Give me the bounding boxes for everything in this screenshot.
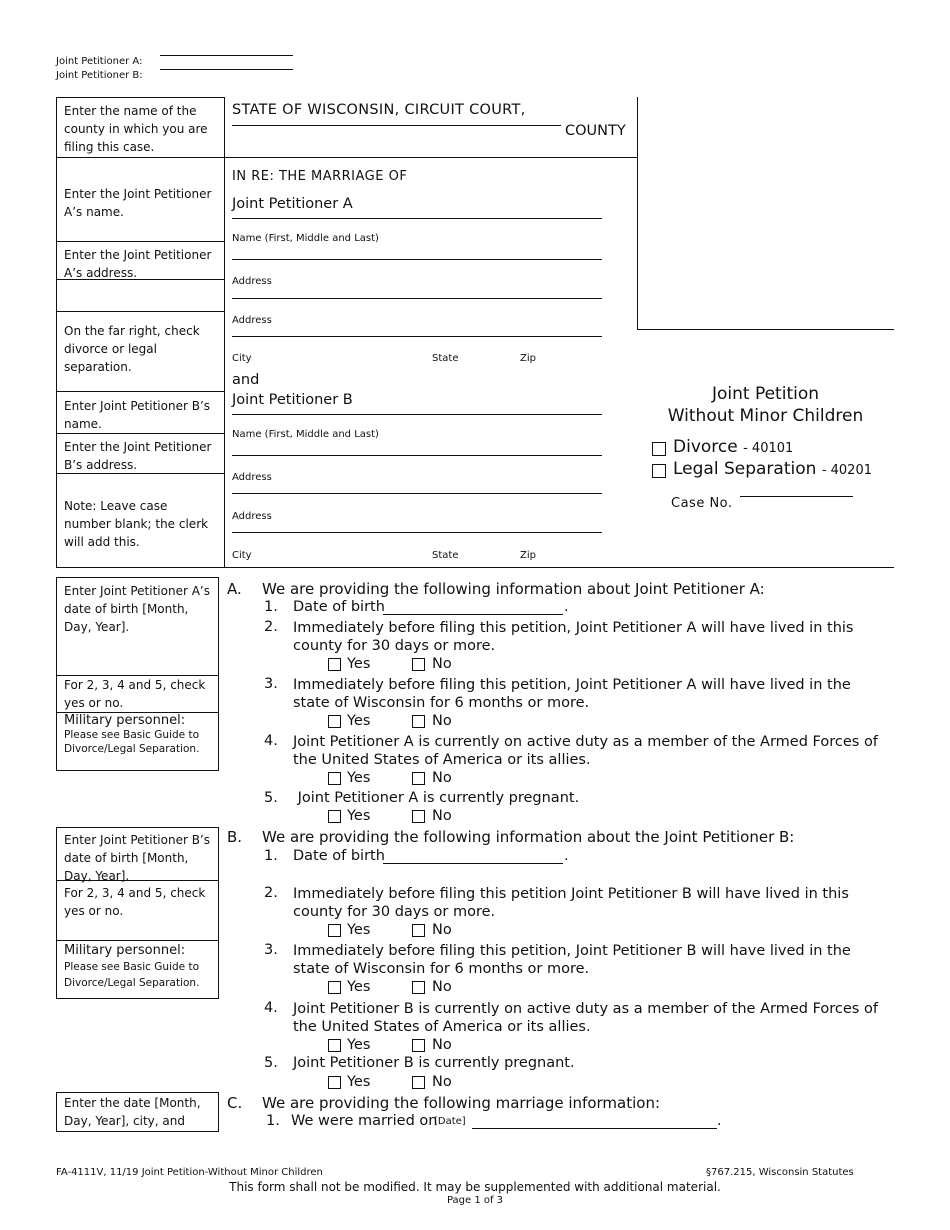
sidebar-military-a <box>57 711 219 759</box>
caption-right-border <box>637 97 638 330</box>
petitioner-b-heading: Joint Petitioner B <box>232 392 353 408</box>
a-pregnant-no-checkbox[interactable] <box>412 810 425 823</box>
clerk-box-bottom <box>637 329 894 330</box>
court-heading: STATE OF WISCONSIN, CIRCUIT COURT, <box>232 102 526 118</box>
a-item-5-text: Joint Petitioner A is currently pregnant. <box>293 790 580 806</box>
a-item-1-text: Date of birth <box>293 599 385 615</box>
a-item-3-text: Immediately before filing this petition, Joint Petitioner A will have lived in the state of Wisconsin for 6 months or more. <box>293 677 851 711</box>
name-a-label: Name (First, Middle and Last) <box>232 233 379 244</box>
form-subtitle: Without Minor Children <box>667 406 864 426</box>
divorce-checkbox[interactable] <box>652 442 666 456</box>
sidebar-address-b-instruction: Enter the Joint Petitioner B’s address. <box>64 440 212 472</box>
city-a-label: City <box>232 353 252 364</box>
page-number: Page 1 of 3 <box>446 1195 504 1206</box>
sidebar-sep <box>56 311 224 312</box>
section-b-heading: We are providing the following information about the Joint Petitioner B: <box>262 828 795 846</box>
c-item-1-num: 1. <box>266 1113 280 1129</box>
state-b-label: State <box>432 550 459 561</box>
a-item-4-num: 4. <box>264 733 278 749</box>
b-county-no-checkbox[interactable] <box>412 924 425 937</box>
petitioner-a-heading: Joint Petitioner A <box>232 196 353 212</box>
address-a-line1-field[interactable] <box>232 259 602 260</box>
b-county-no-label: No <box>432 922 452 938</box>
legal-separation-code: - 40201 <box>821 463 872 478</box>
address-b-label-1: Address <box>232 472 272 483</box>
legal-separation-label <box>673 459 872 479</box>
address-a-line2-field[interactable] <box>232 298 602 299</box>
dob-b-field[interactable] <box>383 863 563 864</box>
b-state-yes-checkbox[interactable] <box>328 981 341 994</box>
military-a-text: Please see Basic Guide to Divorce/Legal Separation. <box>64 729 200 755</box>
a-state-no-checkbox[interactable] <box>412 715 425 728</box>
state-a-label: State <box>432 353 459 364</box>
name-b-label: Name (First, Middle and Last) <box>232 429 379 440</box>
b-state-no-checkbox[interactable] <box>412 981 425 994</box>
b-item-4-text: Joint Petitioner B is currently on active duty as a member of the Armed Forces of the United States of America or its allies. <box>293 1001 878 1035</box>
a-item-5-num: 5. <box>264 790 278 806</box>
military-a-title: Military personnel: <box>64 713 186 728</box>
c-item-1-hint: [Date] <box>434 1116 466 1127</box>
b-item-4-num: 4. <box>264 1000 278 1016</box>
sidebar-name-a-instruction: Enter the Joint Petitioner A’s name. <box>64 187 212 219</box>
b-state-no-label: No <box>432 979 452 995</box>
address-a-label-1: Address <box>232 276 272 287</box>
address-a-label-2: Address <box>232 315 272 326</box>
name-a-field[interactable] <box>232 218 602 219</box>
b-item-5-text: Joint Petitioner B is currently pregnant. <box>293 1055 575 1071</box>
a-pregnant-yes-checkbox[interactable] <box>328 810 341 823</box>
section-c-heading: We are providing the following marriage information: <box>262 1094 661 1112</box>
name-b-field[interactable] <box>232 414 602 415</box>
military-b-text: Please see Basic Guide to Divorce/Legal Separation. <box>64 961 200 989</box>
section-c-letter: C. <box>227 1094 243 1112</box>
c-item-1-text: We were married on <box>291 1113 438 1129</box>
a-item-4-text: Joint Petitioner A is currently on active duty as a member of the Armed Forces of the United States of America or its allies. <box>293 734 878 768</box>
b-county-yes-checkbox[interactable] <box>328 924 341 937</box>
b-pregnant-yes-label: Yes <box>347 1074 371 1090</box>
and-label: and <box>232 372 260 388</box>
case-no-label: Case No. <box>671 496 733 511</box>
zip-b-label: Zip <box>520 550 536 561</box>
petitioner-b-top-label: Joint Petitioner B: <box>56 70 143 81</box>
sidebar-top-border <box>56 97 224 98</box>
b-item-2-num: 2. <box>264 885 278 901</box>
a-pregnant-yes-label: Yes <box>347 808 371 824</box>
sidebar-dob-a-instruction: Enter Joint Petitioner A’s date of birth [Month, Day, Year]. <box>64 584 210 634</box>
a-state-yes-checkbox[interactable] <box>328 715 341 728</box>
a-county-yes-label: Yes <box>347 656 371 672</box>
sidebar-military-b <box>57 940 219 994</box>
b-military-no-label: No <box>432 1037 452 1053</box>
divorce-text: Divorce <box>673 437 738 457</box>
a-county-yes-checkbox[interactable] <box>328 658 341 671</box>
a-county-no-label: No <box>432 656 452 672</box>
dob-a-field[interactable] <box>383 614 563 615</box>
section-a-letter: A. <box>227 580 242 598</box>
divorce-label <box>673 437 793 457</box>
a-state-yes-label: Yes <box>347 713 371 729</box>
legal-separation-text: Legal Separation <box>673 459 817 479</box>
petitioner-a-top-label: Joint Petitioner A: <box>56 56 143 67</box>
b-pregnant-yes-checkbox[interactable] <box>328 1076 341 1089</box>
form-title: Joint Petition <box>711 384 820 404</box>
sidebar-dob-b-instruction: Enter Joint Petitioner B’s date of birth [Month, Day, Year]. <box>64 833 211 883</box>
county-field[interactable] <box>232 125 561 126</box>
b-military-no-checkbox[interactable] <box>412 1039 425 1052</box>
b-pregnant-no-label: No <box>432 1074 452 1090</box>
county-label: COUNTY <box>565 123 626 139</box>
b-item-3-num: 3. <box>264 942 278 958</box>
a-item-2-num: 2. <box>264 619 278 635</box>
in-re-heading: IN RE: THE MARRIAGE OF <box>232 169 408 184</box>
city-state-zip-b-field[interactable] <box>232 532 602 533</box>
address-b-line2-field[interactable] <box>232 493 602 494</box>
divorce-code: - 40101 <box>743 441 794 456</box>
a-pregnant-no-label: No <box>432 808 452 824</box>
case-no-field[interactable] <box>740 496 853 497</box>
a-item-2-text: Immediately before filing this petition, Joint Petitioner A will have lived in this county for 30 days or more. <box>293 620 854 654</box>
b-item-1-text: Date of birth <box>293 848 385 864</box>
address-b-line1-field[interactable] <box>232 455 602 456</box>
caption-divider <box>224 97 225 568</box>
sidebar-check-a-instruction: For 2, 3, 4 and 5, check yes or no. <box>64 678 206 710</box>
sidebar-sep <box>56 241 224 242</box>
b-county-yes-label: Yes <box>347 922 371 938</box>
b-state-yes-label: Yes <box>347 979 371 995</box>
legal-separation-checkbox[interactable] <box>652 464 666 478</box>
section-a-heading: We are providing the following information about Joint Petitioner A: <box>262 580 765 598</box>
petitioner-b-top-field[interactable] <box>160 69 293 70</box>
dob-b-period: . <box>564 848 569 864</box>
sidebar-marriage-instruction: Enter the date [Month, Day, Year], city, and <box>64 1096 201 1128</box>
sidebar-sep <box>56 391 224 392</box>
form-id: FA-4111V, 11/19 Joint Petition-Without Minor Children <box>56 1167 323 1178</box>
sidebar-note: Note: Leave case number blank; the clerk will add this. <box>64 499 209 549</box>
b-pregnant-no-checkbox[interactable] <box>412 1076 425 1089</box>
sidebar-check-b-instruction: For 2, 3, 4 and 5, check yes or no. <box>64 886 206 918</box>
sidebar-county-instruction: Enter the name of the county in which you are filing this case. <box>64 104 208 154</box>
a-state-no-label: No <box>432 713 452 729</box>
marriage-date-field[interactable] <box>472 1128 717 1129</box>
footer-notice: This form shall not be modified. It may be supplemented with additional material. <box>229 1180 721 1194</box>
city-b-label: City <box>232 550 252 561</box>
dob-a-period: . <box>564 599 569 615</box>
b-item-5-num: 5. <box>264 1055 278 1071</box>
a-military-no-label: No <box>432 770 452 786</box>
a-military-yes-checkbox[interactable] <box>328 772 341 785</box>
a-county-no-checkbox[interactable] <box>412 658 425 671</box>
zip-a-label: Zip <box>520 353 536 364</box>
a-military-no-checkbox[interactable] <box>412 772 425 785</box>
b-military-yes-checkbox[interactable] <box>328 1039 341 1052</box>
b-military-yes-label: Yes <box>347 1037 371 1053</box>
a-military-yes-label: Yes <box>347 770 371 786</box>
section-b-letter: B. <box>227 828 243 846</box>
a-item-3-num: 3. <box>264 676 278 692</box>
b-item-3-text: Immediately before filing this petition, Joint Petitioner B will have lived in the state of Wisconsin for 6 months or more. <box>293 943 851 977</box>
military-b-title: Military personnel: <box>64 943 186 958</box>
caption-bottom-border <box>56 567 894 568</box>
b-item-2-text: Immediately before filing this petition Joint Petitioner B will have lived in this county for 30 days or more. <box>293 886 849 920</box>
sidebar-name-b-instruction: Enter Joint Petitioner B’s name. <box>64 399 211 431</box>
sidebar-address-a-instruction: Enter the Joint Petitioner A’s address. <box>64 248 212 280</box>
marriage-date-period: . <box>717 1113 722 1129</box>
city-state-zip-a-field[interactable] <box>232 336 602 337</box>
b-item-1-num: 1. <box>264 848 278 864</box>
a-item-1-num: 1. <box>264 599 278 615</box>
petitioner-a-top-field[interactable] <box>160 55 293 56</box>
sidebar-check-instruction: On the far right, check divorce or legal separation. <box>64 324 200 374</box>
statute-reference: §767.215, Wisconsin Statutes <box>706 1167 854 1178</box>
address-b-label-2: Address <box>232 511 272 522</box>
